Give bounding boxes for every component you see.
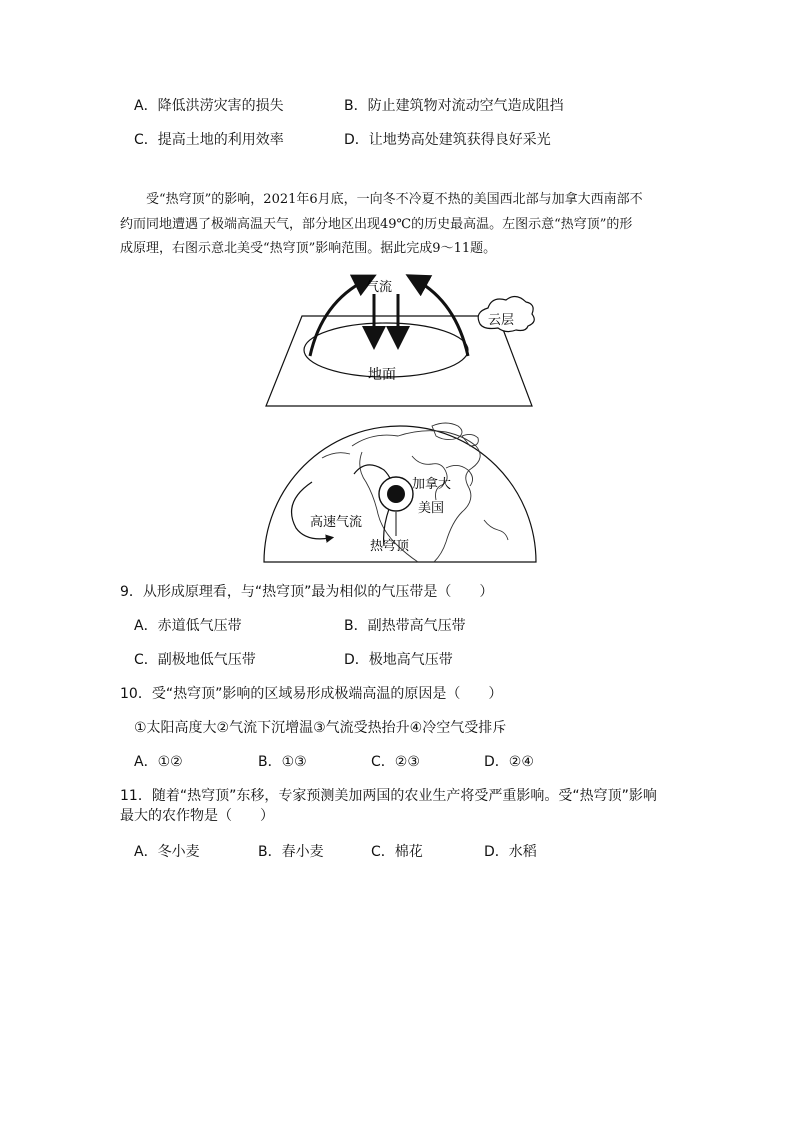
option-letter: A． [134, 98, 158, 114]
q10-option-a [134, 752, 183, 772]
option-letter: D． [344, 132, 369, 148]
option-letter: A． [134, 754, 158, 770]
passage-text: 受“热穹顶”的影响，2021年6月底，一向冬不冷夏不热的美国西北部与加拿大西南部不约而同地遭遇了极端高温天气，部分地区出现49℃的历史最高温。左图示意“热穹顶”的形成原理，右图示意北美受“热穹顶”影响范围。据此完成9～11题。 [120, 192, 643, 256]
option-text: 防止建筑物对流动空气造成阻挡 [367, 98, 564, 114]
option-text: 提高土地的利用效率 [157, 132, 284, 148]
q9-stem: 9．从形成原理看，与“热穹顶”最为相似的气压带是（ ） [120, 584, 494, 600]
option-text: 水稻 [508, 844, 537, 860]
option-text: 棉花 [394, 844, 423, 860]
q11-option-b [258, 842, 324, 862]
option-letter: C． [371, 754, 395, 770]
option-letter: C． [134, 132, 158, 148]
q10-option-c [371, 752, 420, 772]
q10-option-d [484, 752, 534, 772]
option-text: 冬小麦 [157, 844, 200, 860]
label-canada: 加拿大 [412, 477, 452, 492]
option-text: 让地势高处建筑获得良好采光 [368, 132, 551, 148]
option-letter: D． [344, 652, 369, 668]
option-letter: C． [134, 652, 158, 668]
north-america-heat-dome-map [262, 412, 540, 564]
option-text: 春小麦 [281, 844, 324, 860]
q9-option-d [344, 650, 453, 670]
option-a [134, 96, 284, 116]
option-letter: D． [484, 844, 509, 860]
label-airflow: 气流 [366, 280, 393, 295]
q9-option-b [344, 616, 466, 636]
option-letter: B． [258, 844, 282, 860]
option-c [134, 130, 284, 150]
label-usa: 美国 [418, 501, 445, 516]
option-text: 赤道低气压带 [157, 618, 242, 634]
option-text: 极地高气压带 [368, 652, 453, 668]
option-text: ②③ [394, 754, 420, 770]
q11-stem-line1: 11．随着“热穹顶”东移，专家预测美加两国的农业生产将受严重影响。受“热穹顶”影响 [120, 788, 657, 804]
option-letter: B． [258, 754, 282, 770]
q10-statements: ①太阳高度大②气流下沉增温③气流受热抬升④冷空气受排斥 [134, 720, 507, 736]
option-letter: B． [344, 618, 368, 634]
option-text: ①② [157, 754, 183, 770]
reading-passage [120, 188, 645, 262]
label-cloud: 云层 [488, 313, 515, 328]
q11-option-d [484, 842, 537, 862]
q11-stem-line2: 最大的农作物是（ ） [120, 808, 274, 824]
option-letter: B． [344, 98, 368, 114]
option-text: 降低洪涝灾害的损失 [157, 98, 284, 114]
q9-option-c [134, 650, 256, 670]
option-b [344, 96, 564, 116]
q11-option-a [134, 842, 200, 862]
option-letter: C． [371, 844, 395, 860]
label-ground: 地面 [368, 367, 396, 383]
q10-stem: 10．受“热穹顶”影响的区域易形成极端高温的原因是（ ） [120, 686, 503, 702]
label-heat-dome: 热穹顶 [370, 539, 410, 554]
option-text: ②④ [508, 754, 534, 770]
heat-dome-core [387, 485, 405, 503]
q9-option-a [134, 616, 242, 636]
option-d [344, 130, 551, 150]
q11-option-c [371, 842, 423, 862]
heat-dome-principle-diagram [262, 272, 540, 412]
option-letter: A． [134, 618, 158, 634]
label-jet-stream: 高速气流 [310, 515, 363, 530]
option-text: ①③ [281, 754, 307, 770]
q10-option-b [258, 752, 307, 772]
option-letter: D． [484, 754, 509, 770]
option-letter: A． [134, 844, 158, 860]
option-text: 副极地低气压带 [157, 652, 256, 668]
option-text: 副热带高气压带 [367, 618, 466, 634]
